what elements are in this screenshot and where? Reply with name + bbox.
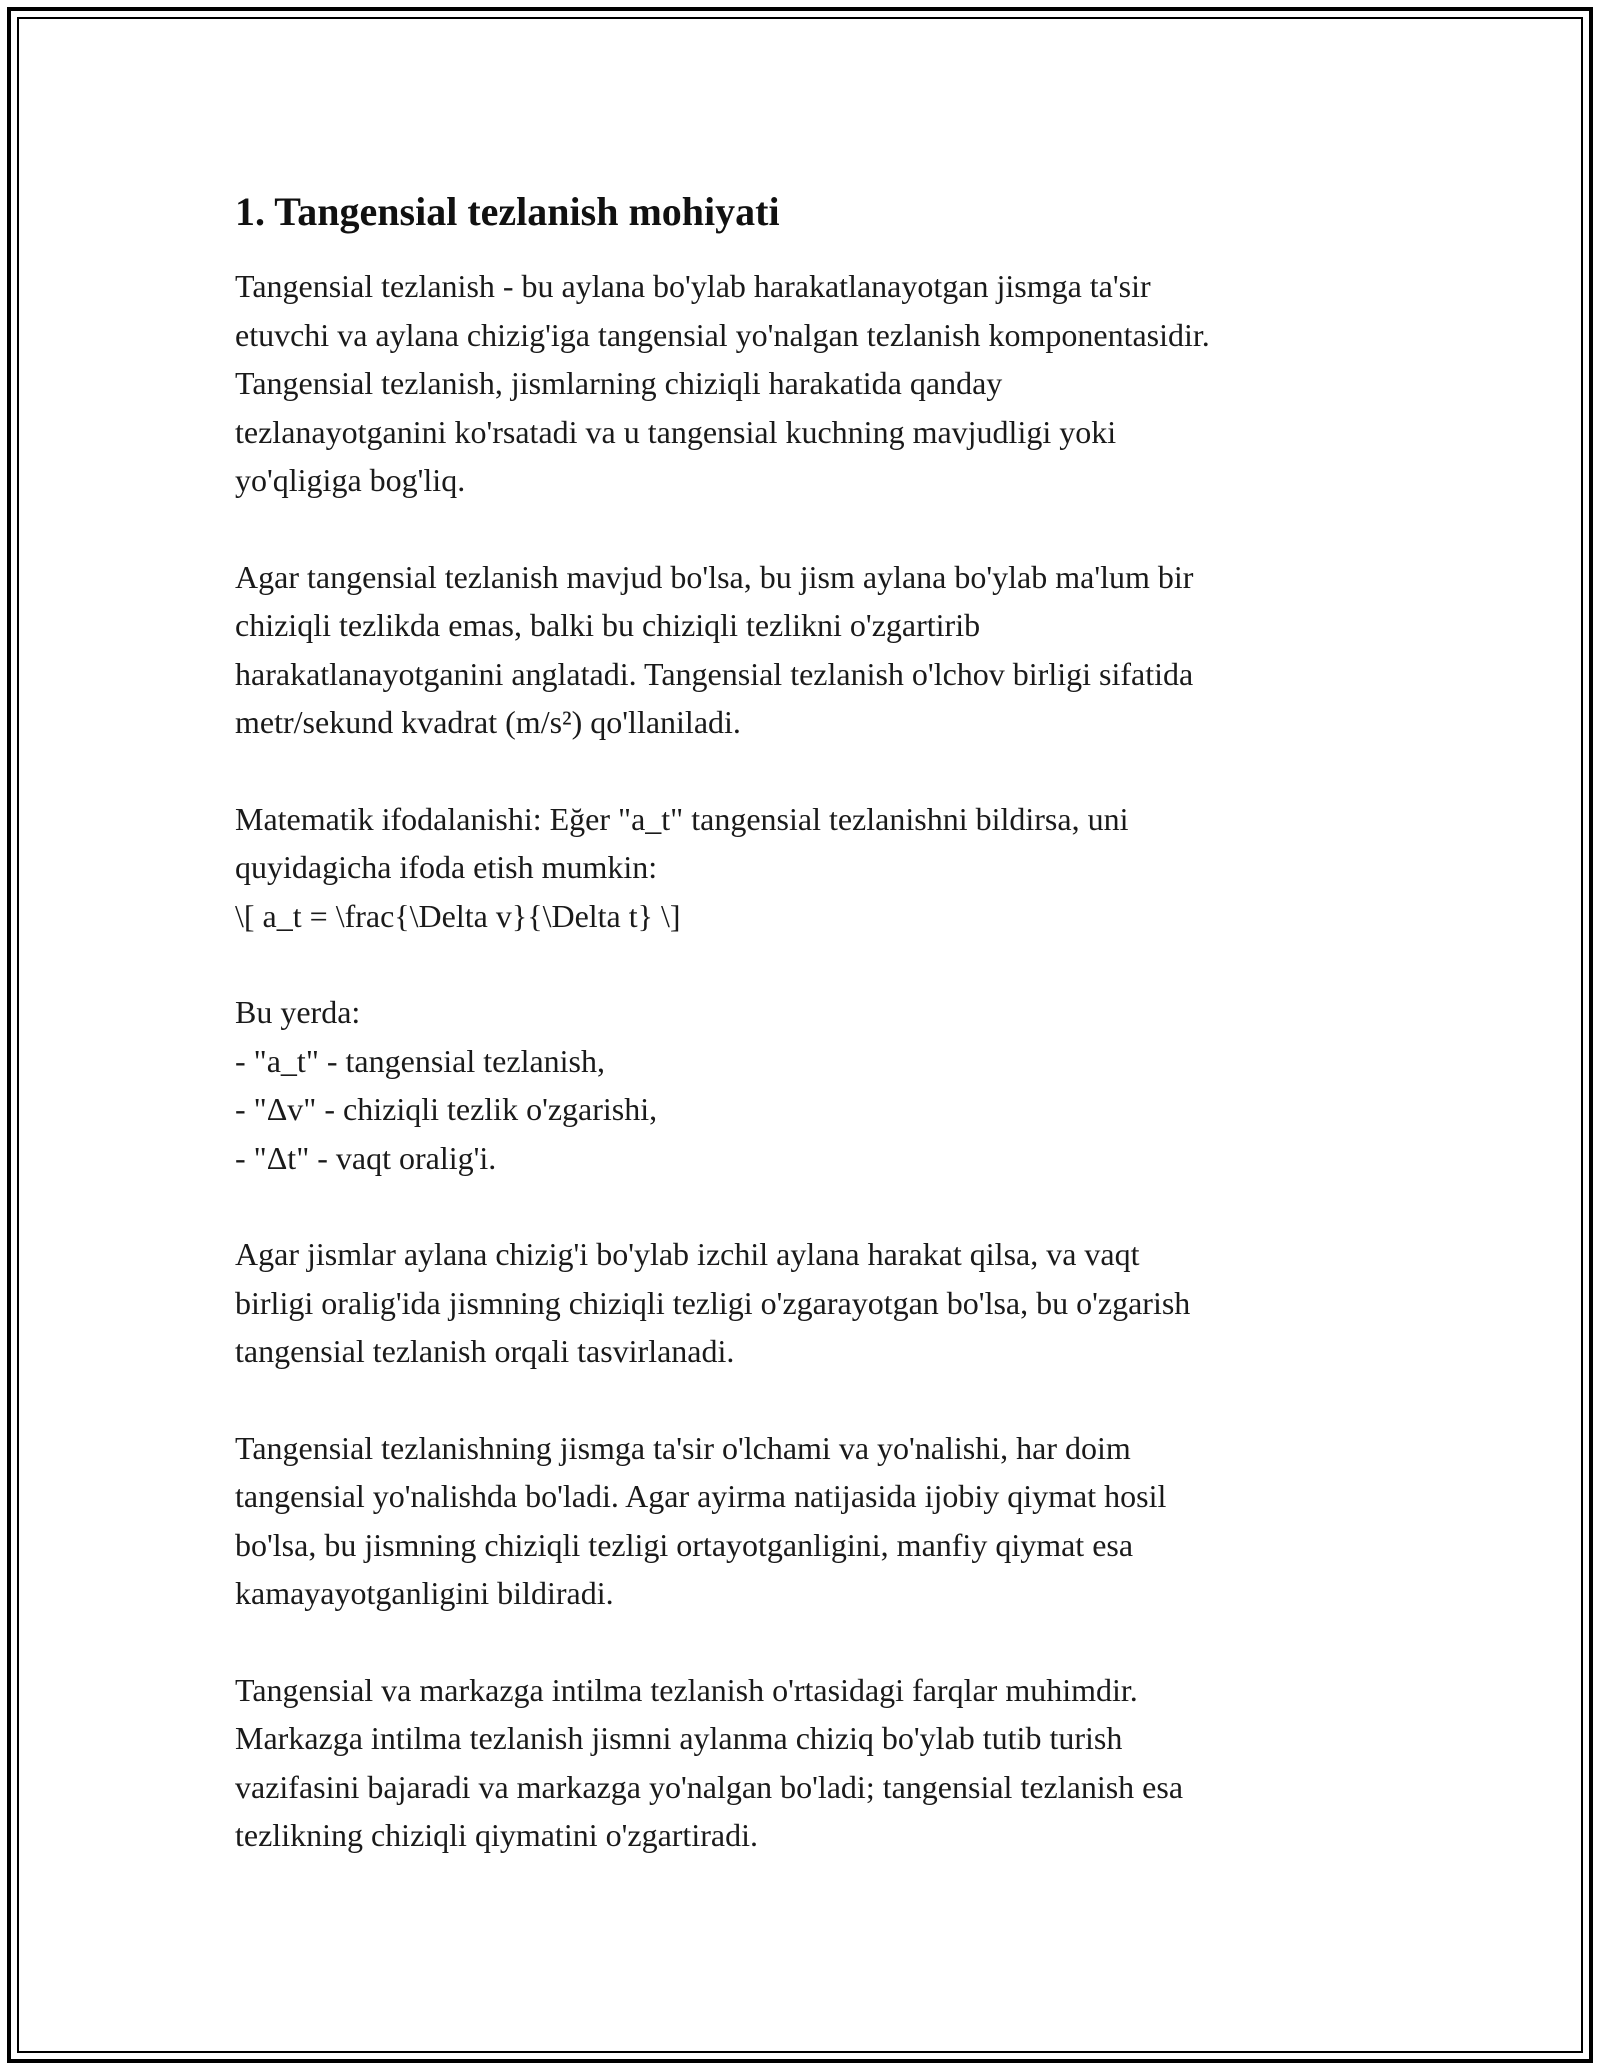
text-line: Bu yerda:: [235, 994, 361, 1030]
text-line: tangensial yo'nalishda bo'ladi. Agar ayirma natijasida ijobiy qiymat hosil: [235, 1478, 1167, 1514]
text-line: Tangensial tezlanish - bu aylana bo'ylab harakatlanayotgan jismga ta'sir: [235, 268, 1151, 304]
text-line: Tangensial tezlanishning jismga ta'sir o'lchami va yo'nalishi, har doim: [235, 1429, 1131, 1466]
text-line: Markazga intilma tezlanish jismni aylanma chiziq bo'ylab tutib turish: [235, 1720, 1123, 1756]
list-item: - "a_t" - tangensial tezlanish,: [235, 1042, 605, 1079]
paragraph-variables: [235, 988, 1385, 1182]
text-line: tangensial tezlanish orqali tasvirlanadi.: [235, 1333, 735, 1369]
list-item: - "Δv" - chiziqli tezlik o'zgarishi,: [235, 1091, 658, 1127]
text-line: quyidagicha ifoda etish mumkin:: [235, 849, 658, 885]
text-line: metr/sekund kvadrat (m/s²) qo'llaniladi.: [235, 704, 741, 740]
list-item: - "Δt" - vaqt oralig'i.: [235, 1139, 497, 1176]
paragraph-direction: [235, 1424, 1385, 1618]
text-line: Agar tangensial tezlanish mavjud bo'lsa, bu jism aylana bo'ylab ma'lum bir: [235, 558, 1194, 595]
text-line: yo'qligiga bog'liq.: [235, 462, 466, 498]
section-heading: 1. Tangensial tezlanish mohiyati: [235, 189, 780, 234]
document-body: [235, 186, 1385, 1908]
paragraph-comparison: [235, 1666, 1385, 1860]
text-line: etuvchi va aylana chizig'iga tangensial yo'nalgan tezlanish komponentasidir.: [235, 316, 1210, 353]
text-line: Agar jismlar aylana chizig'i bo'ylab izchil aylana harakat qilsa, va vaqt: [235, 1236, 1140, 1272]
text-line: vazifasini bajaradi va markazga yo'nalgan bo'ladi; tangensial tezlanish esa: [235, 1768, 1184, 1805]
text-line: birligi oralig'ida jismning chiziqli tezligi o'zgarayotgan bo'lsa, bu o'zgarish: [235, 1284, 1191, 1321]
text-line: tezlikning chiziqli qiymatini o'zgartiradi.: [235, 1817, 758, 1853]
formula-line: \[ a_t = \frac{\Delta v}{\Delta t} \]: [235, 897, 681, 934]
text-line: Matematik ifodalanishi: Eğer "a_t" tangensial tezlanishni bildirsa, uni: [235, 800, 1129, 837]
text-line: harakatlanayotganini anglatadi. Tangensial tezlanish o'lchov birligi sifatida: [235, 655, 1194, 692]
paragraph-formula: [235, 795, 1385, 941]
paragraph-motion: [235, 1230, 1385, 1376]
text-line: Tangensial va markazga intilma tezlanish o'rtasidagi farqlar muhimdir.: [235, 1671, 1138, 1708]
text-line: Tangensial tezlanish, jismlarning chiziqli harakatida qanday: [235, 365, 1003, 401]
text-line: kamayayotganligini bildiradi.: [235, 1575, 614, 1611]
paragraph-meaning: [235, 553, 1385, 747]
text-line: bo'lsa, bu jismning chiziqli tezligi ortayotganligini, manfiy qiymat esa: [235, 1526, 1134, 1563]
paragraph-definition: [235, 262, 1385, 505]
text-line: chiziqli tezlikda emas, balki bu chiziqli tezlikni o'zgartirib: [235, 607, 981, 643]
text-line: tezlanayotganini ko'rsatadi va u tangensial kuchning mavjudligi yoki: [235, 413, 1117, 450]
